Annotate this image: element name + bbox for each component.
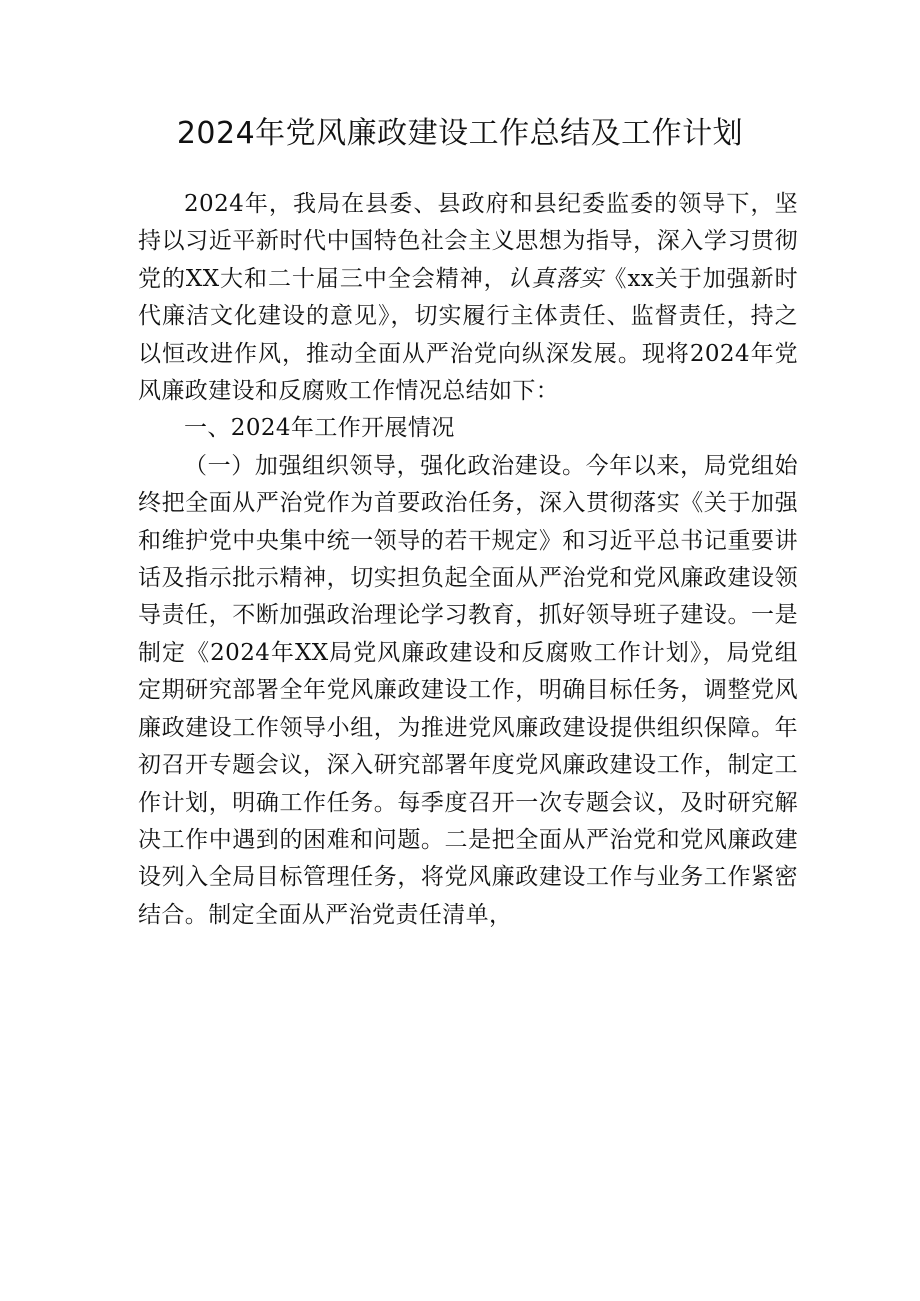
document-title: 2024年党风廉政建设工作总结及工作计划 (176, 116, 744, 151)
document-body (138, 186, 798, 934)
intro-text-part3: 《xx关于加强新时代廉洁文化建设的意见》，切实履行主体责任、监督责任，持之以恒改进作风，推动全面从严治党向纵深发展。现将2024年党风廉政建设和反腐败工作情况总结如下： (138, 265, 798, 405)
section-heading-1: 一、2024年工作开展情况 (184, 415, 455, 442)
section-1-paragraph-1: （一）加强组织领导，强化政治建设。今年以来，局党组始终把全面从严治党作为首要政治任务，深入贯彻落实《关于加强和维护党中央集中统一领导的若干规定》和习近平总书记重要讲话及指示批示精神，切实担负起全面从严治党和党风廉政建设领导责任，不断加强政治理论学习教育，抓好领导班子建设。一是制定《2024年XX局党风廉政建设和反腐败工作计划》，局党组定期研究部署全年党风廉政建设工作，明确目标任务，调整党风廉政建设工作领导小组，为推进党风廉政建设提供组织保障。年初召开专题会议，深入研究部署年度党风廉政建设工作，制定工作计划，明确工作任务。每季度召开一次专题会议，及时研究解决工作中遇到的困难和问题。二是把全面从严治党和党风廉政建设列入全局目标管理任务，将党风廉政建设工作与业务工作紧密结合。制定全面从严治党责任清单， (138, 452, 798, 928)
intro-text-italic: 认真落实 (507, 265, 604, 292)
intro-paragraph (138, 186, 798, 410)
intro-text-part1: 2024年，我局在县委、县政府和县纪委监委的领导下，坚持以习近平新时代中国特色社会主义思想为指导，深入学习贯彻党的XX大和二十届三中全会精神， (138, 191, 798, 292)
